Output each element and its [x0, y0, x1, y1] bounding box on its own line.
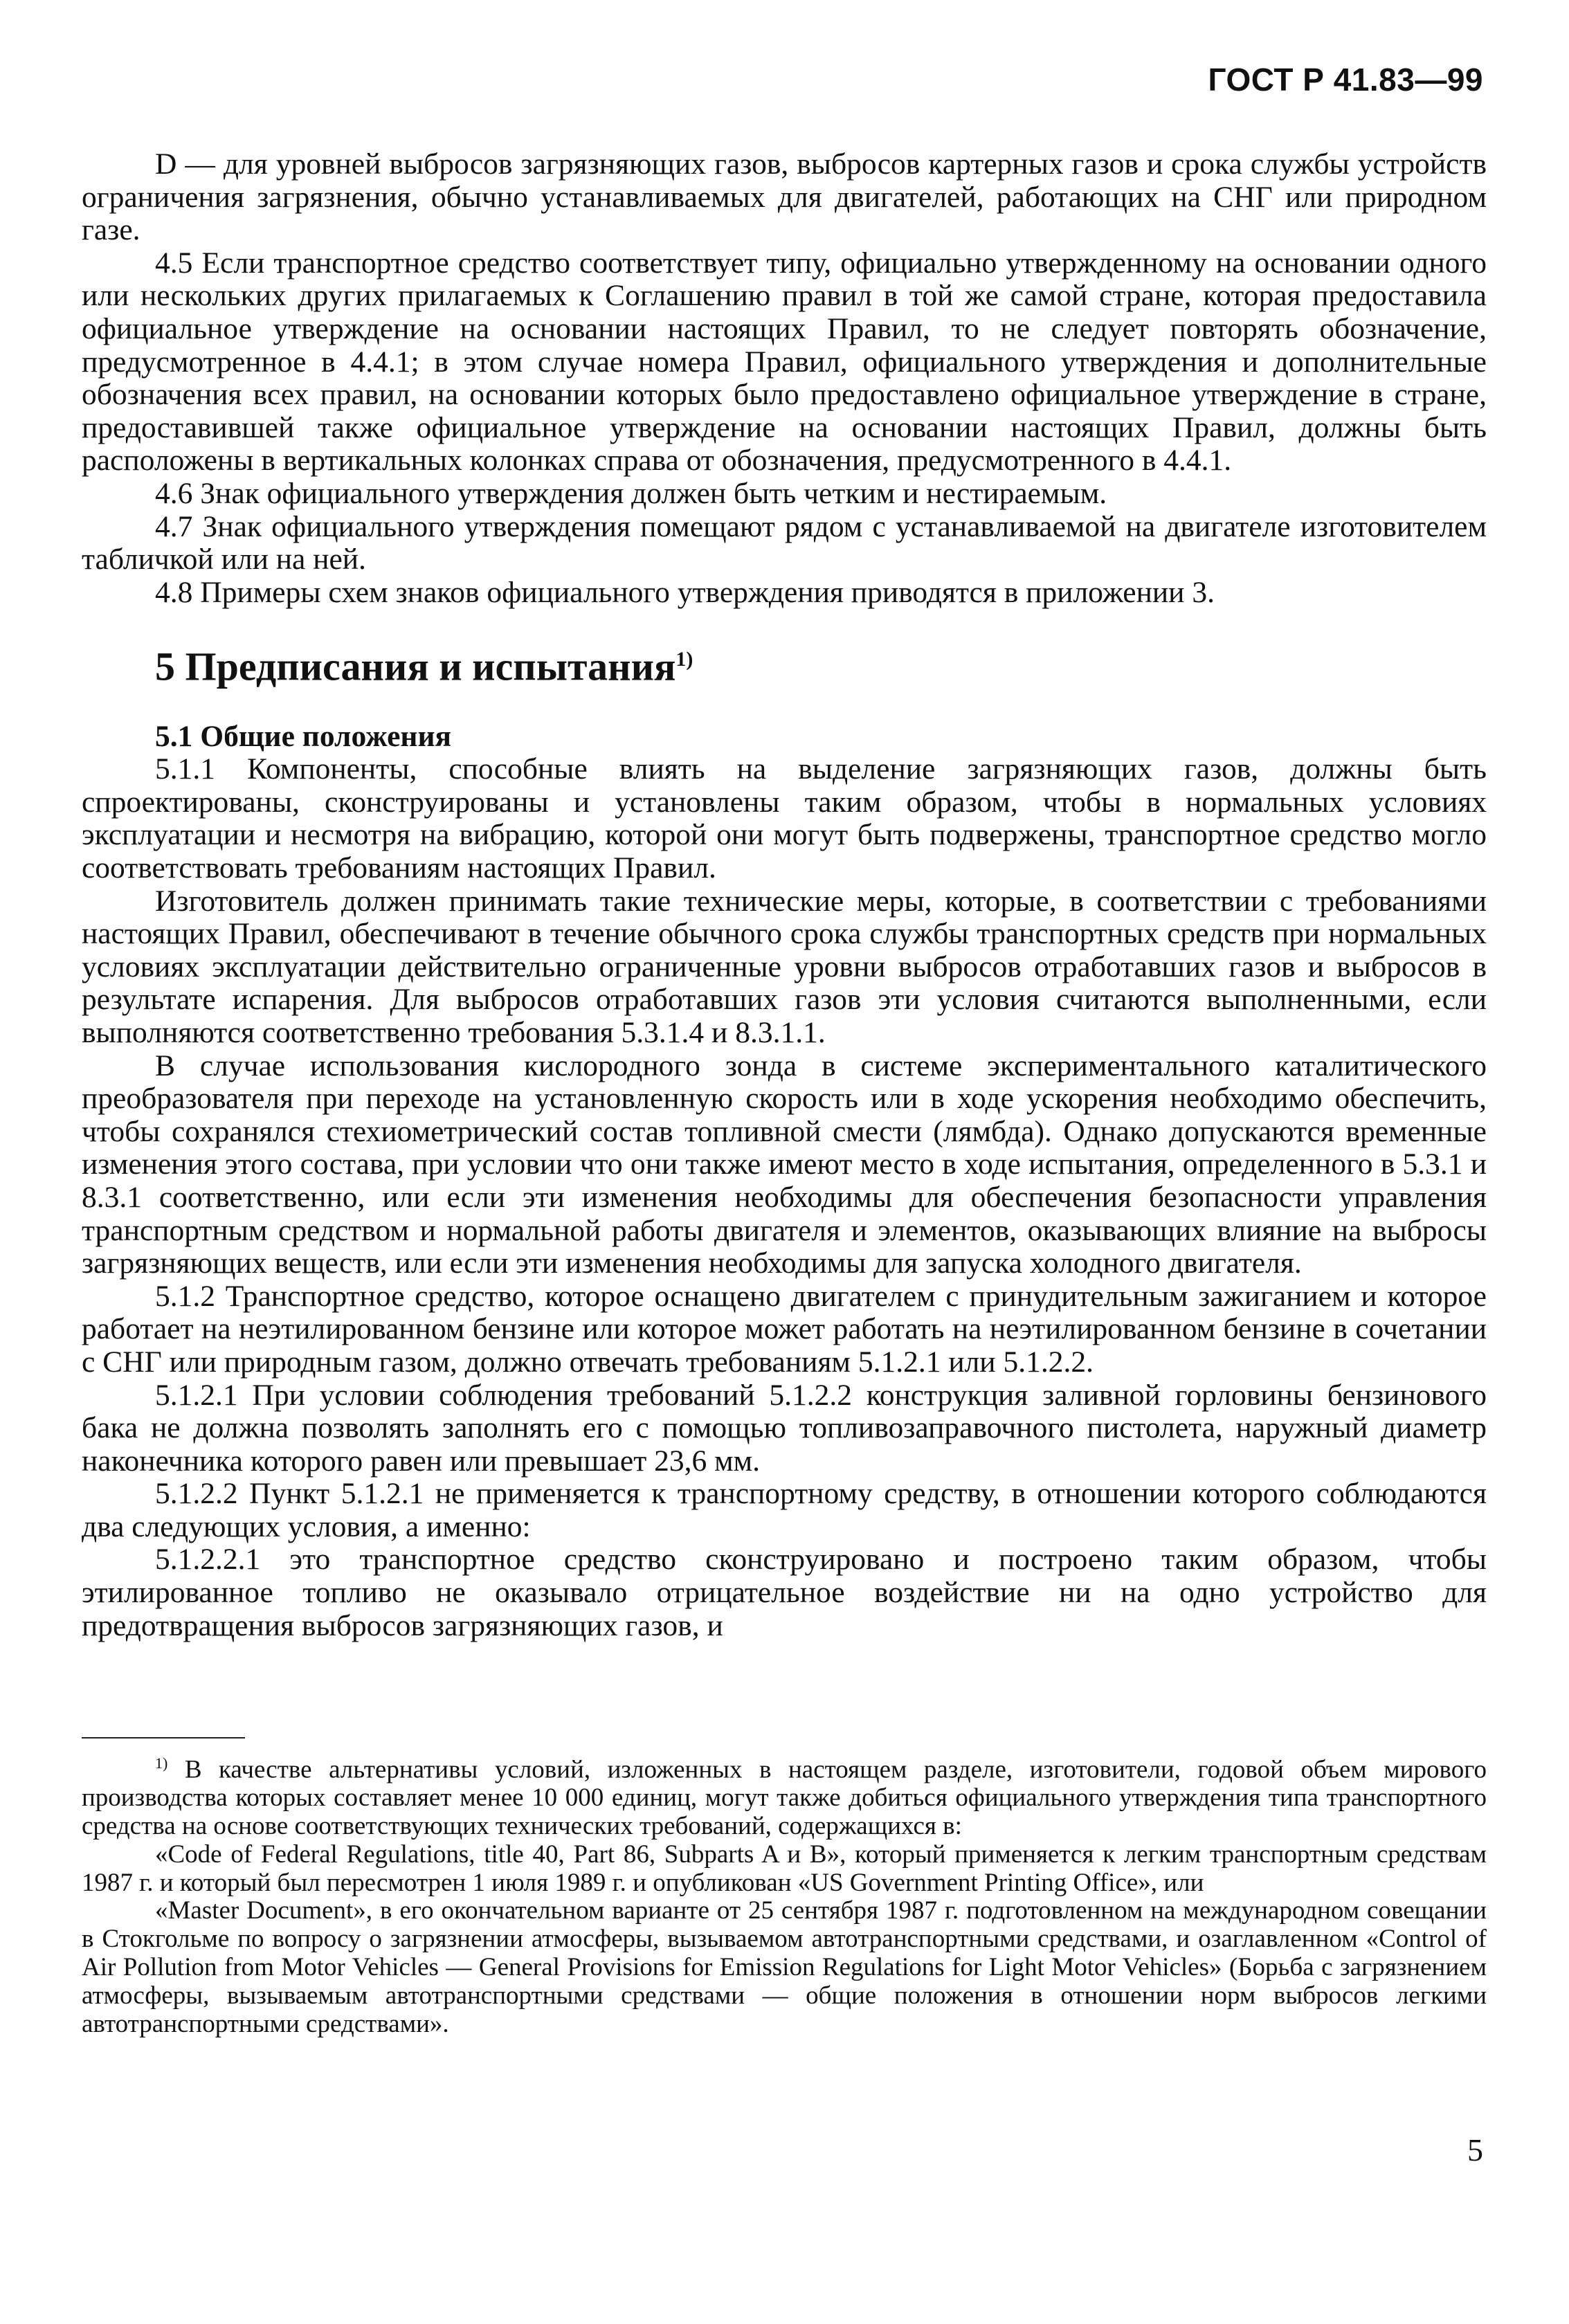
footnote-reference[interactable]: 1) [675, 648, 693, 671]
paragraph-4-7: 4.7 Знак официального утверждения помещают рядом с устанавливаемой на двигателе изготовителем табличкой или на ней. [82, 509, 1487, 577]
footnote-divider [82, 1737, 245, 1739]
page-number: 5 [1467, 2132, 1483, 2168]
paragraph-5-1-2-2-1: 5.1.2.2.1 это транспортное средство сконструировано и построено таким образом, чтобы этилированное топливо не оказывало отрицательное воздействие ни на одно устройство для предотвращения выбросов загрязняющих газов, и [82, 1543, 1487, 1642]
footnotes [82, 1750, 1487, 2038]
paragraph-d-clause: D — для уровней выбросов загрязняющих газов, выбросов картерных газов и срока службы устройств ограничения загрязнения, обычно устанавливаемых для двигателей, работающих на СНГ или природном газе. [82, 147, 1487, 247]
section-title-text: 5 Предписания и испытания [155, 644, 676, 689]
paragraph-4-8: 4.8 Примеры схем знаков официального утверждения приводятся в приложении 3. [155, 575, 1215, 609]
footnote-text: В качестве альтернативы условий, изложенных в настоящем разделе, изготовители, годовой объем мирового производства которых составляет менее 10 000 единиц, могут также добиться официального утверждения типа транспортного средства на основе соответствующих технических требований, содержащихся в: [82, 1755, 1487, 1840]
paragraph-4-5: 4.5 Если транспортное средство соответствует типу, официально утвержденному на основании одного или нескольких других прилагаемых к Соглашению правил в той же самой стране, которая предоставила официальное утверждение на основании настоящих Правил, то не следует повторять обозначение, предусмотренное в 4.4.1; в этом случае номера Правил, официального утверждения и дополнительные обозначения всех правил, на основании которых было предоставлено официальное утверждение в стране, предоставившей также официальное утверждение на основании настоящих Правил, должны быть расположены в вертикальных колонках справа от обозначения, предусмотренного в 4.4.1. [82, 246, 1487, 478]
paragraph-5-1-2-2: 5.1.2.2 Пункт 5.1.2.1 не применяется к транспортному средству, в отношении которого соблюдаются два следующих условия, а именно: [82, 1477, 1487, 1543]
paragraph-4-6: 4.6 Знак официального утверждения должен быть четким и нестираемым. [155, 476, 1107, 510]
footnote-1 [82, 1750, 1487, 1841]
paragraph-5-1-2-1: 5.1.2.1 При условии соблюдения требований 5.1.2.2 конструкция заливной горловины бензинового бака не должна позволять заполнять его с помощью топливозаправочного пистолета, наружный диаметр наконечника которого равен или превышает 23,6 мм. [82, 1378, 1487, 1478]
paragraph-5-1-2: 5.1.2 Транспортное средство, которое оснащено двигателем с принудительным зажиганием и которое работает на неэтилированном бензине или которое может работать на неэтилированном бензине в сочетании с СНГ или природным газом, должно отвечать требованиям 5.1.2.1 или 5.1.2.2. [82, 1279, 1487, 1379]
footnote-marker: 1) [155, 1754, 168, 1772]
document-code-header: ГОСТ Р 41.83—99 [1208, 62, 1483, 98]
subsection-5-1-title: 5.1 Общие положения [155, 719, 452, 753]
paragraph-5-1-1: 5.1.1 Компоненты, способные влиять на выделение загрязняющих газов, должны быть спроектированы, сконструированы и установлены таким образом, чтобы в нормальных условиях эксплуатации и несмотря на вибрацию, которой они могут быть подвержены, транспортное средство могло соответствовать требованиям настоящих Правил. [82, 752, 1487, 885]
paragraph-manufacturer-measures: Изготовитель должен принимать такие технические меры, которые, в соответствии с требованиями настоящих Правил, обеспечивают в течение обычного срока службы транспортных средств при нормальных условиях эксплуатации действительно ограниченные уровни выбросов отработавших газов и выбросов в результате испарения. Для выбросов отработавших газов эти условия считаются выполненными, если выполняются соответственно требования 5.3.1.4 и 8.3.1.1. [82, 884, 1487, 1049]
paragraph-oxygen-sensor: В случае использования кислородного зонда в системе экспериментального каталитического преобразователя при переходе на установленную скорость или в ходе ускорения необходимо обеспечить, чтобы сохранялся стехиометрический состав топливной смести (лямбда). Однако допускаются временные изменения этого состава, при условии что они также имеют место в ходе испытания, определенного в 5.3.1 и 8.3.1 соответственно, или если эти изменения необходимы для обеспечения безопасности управления транспортным средством и нормальной работы двигателя и элементов, оказывающих влияние на выбросы загрязняющих веществ, или если эти изменения необходимы для запуска холодного двигателя. [82, 1048, 1487, 1280]
section-5-title [155, 635, 1487, 691]
footnote-cfr-reference: «Code of Federal Regulations, title 40, Part 86, Subparts A и B», который применяется к легким транспортным средствам 1987 г. и который был пересмотрен 1 июля 1989 г. и опубликован «US Government Printing Office», или [82, 1840, 1487, 1897]
footnote-master-document: «Master Document», в его окончательном варианте от 25 сентября 1987 г. подготовленном на международном совещании в Стокгольме по вопросу о загрязнении атмосферы, вызываемом автотранспортными средствами, и озаглавленном «Control of Air Pollution from Motor Vehicles — General Provisions for Emission Regulations for Light Motor Vehicles» (Борьба с загрязнением атмосферы, вызываемым автотранспортными средствами — общие положения в отношении норм выбросов легкими автотранспортными средствами». [82, 1896, 1487, 2038]
main-text [82, 148, 1487, 1642]
